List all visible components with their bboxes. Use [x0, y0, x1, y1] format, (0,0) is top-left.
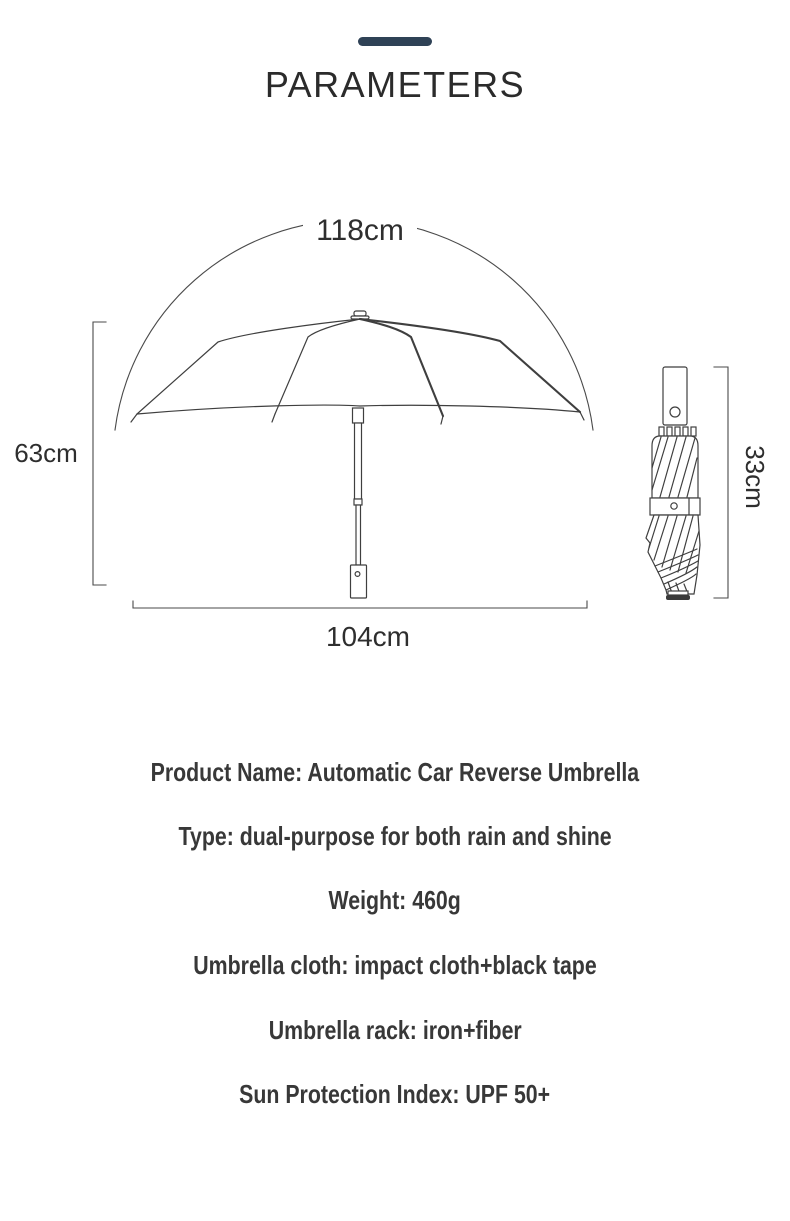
- spec-text: Umbrella rack: iron+fiber: [268, 1014, 522, 1045]
- open-diameter-label: 104cm: [325, 621, 411, 652]
- spec-line-sun-protection: [0, 1077, 790, 1111]
- umbrella-shaft: [353, 408, 364, 565]
- folded-rib-tips: [659, 427, 696, 436]
- folded-strap-band: [650, 498, 700, 515]
- spec-text: Product Name: Automatic Car Reverse Umbrella: [150, 756, 640, 787]
- height-label: 63cm: [14, 438, 78, 468]
- spec-text: Type: dual-purpose for both rain and shine: [178, 820, 612, 851]
- page-title: PARAMETERS: [264, 64, 526, 105]
- diameter-dimension-line: [133, 601, 587, 608]
- folded-tip-cap: [666, 591, 690, 600]
- umbrella-crown: [351, 311, 369, 319]
- spec-line-rack: [0, 1013, 790, 1047]
- spec-text: Umbrella cloth: impact cloth+black tape: [193, 949, 597, 980]
- open-umbrella-illustration: [93, 220, 593, 608]
- folded-length-label: 33cm: [740, 445, 770, 509]
- spec-line-cloth: [0, 948, 790, 982]
- folded-lower-body: [646, 515, 700, 594]
- folded-handle: [663, 367, 687, 425]
- canopy-width-arc: [115, 220, 593, 430]
- spec-line-weight: [0, 883, 790, 917]
- spec-text: Sun Protection Index: UPF 50+: [239, 1078, 551, 1109]
- folded-length-dimension-line: [714, 367, 728, 598]
- canopy-width-label: 118cm: [303, 213, 417, 249]
- spec-line-product-name: [0, 755, 790, 789]
- spec-text: Weight: 460g: [328, 884, 462, 915]
- spec-line-type: [0, 819, 790, 853]
- height-dimension-line: [93, 322, 106, 585]
- folded-upper-body: [652, 436, 698, 498]
- folded-umbrella-illustration: [646, 367, 728, 600]
- umbrella-handle: [351, 565, 367, 598]
